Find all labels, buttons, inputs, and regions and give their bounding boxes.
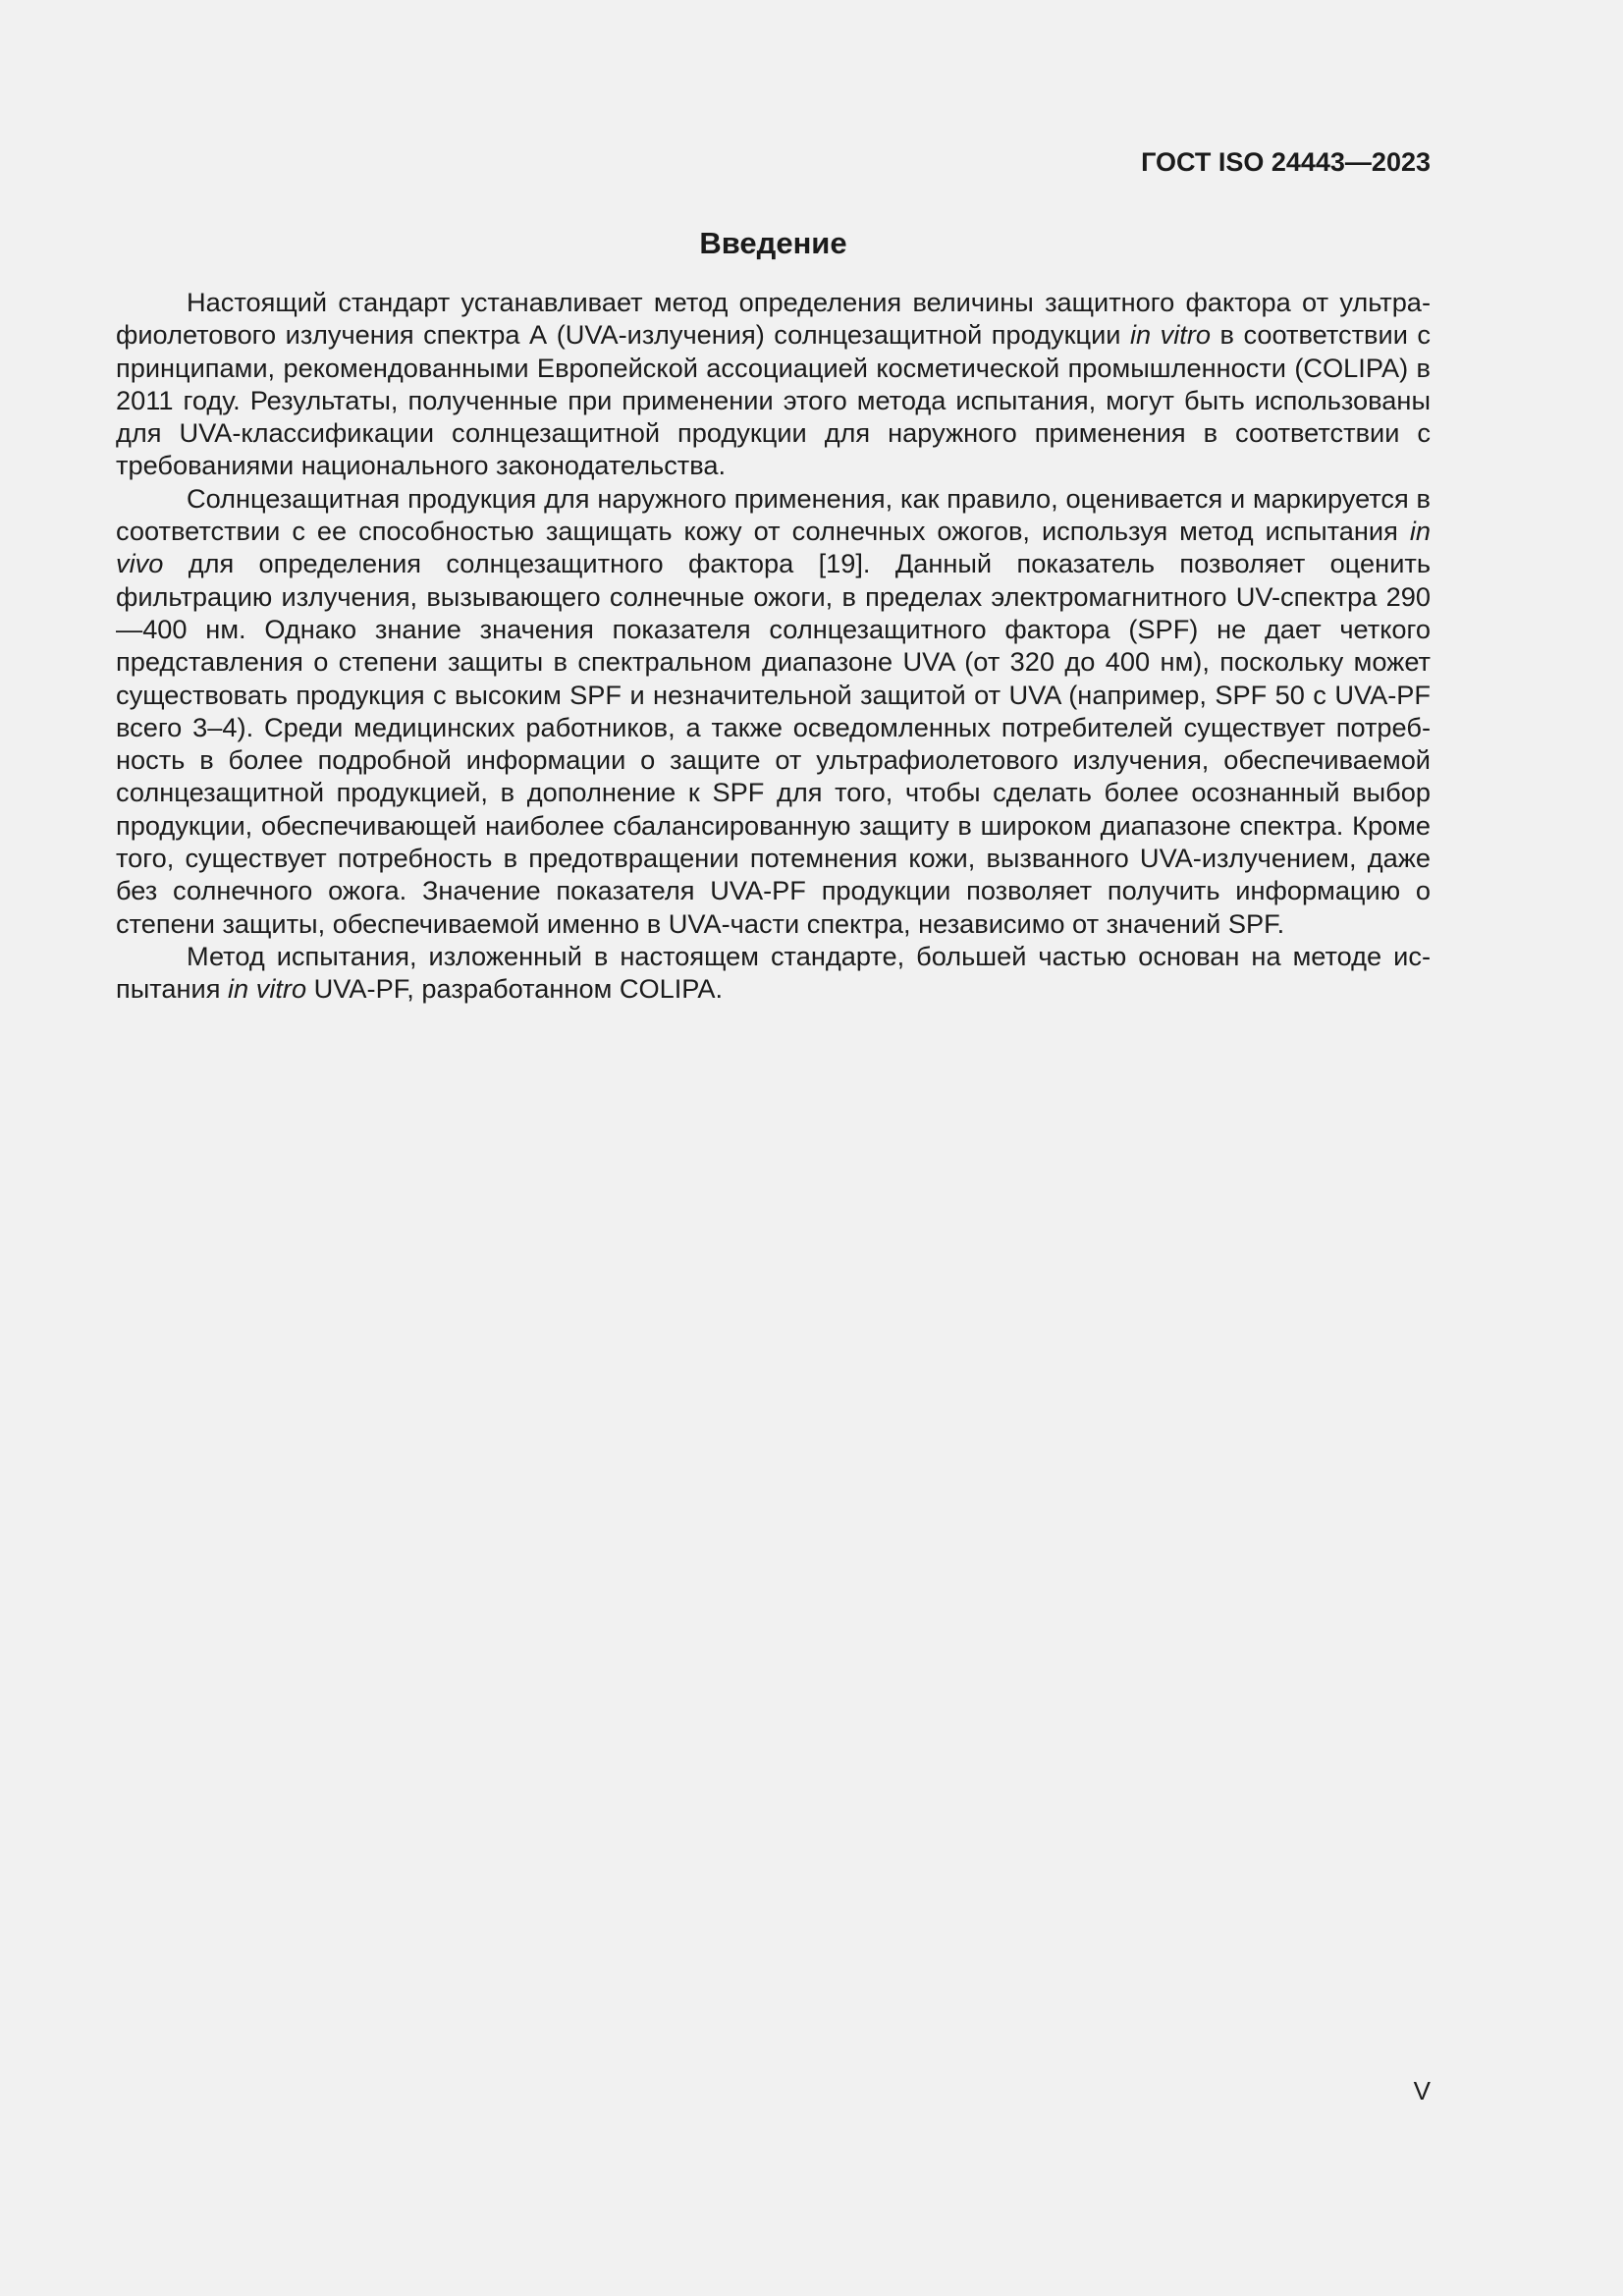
- paragraph-3-text-b: UVA-PF, разработанном COLIPA.: [306, 973, 724, 1005]
- paragraph-2-italic: in vivo: [116, 516, 1431, 579]
- paragraph-3-text-a: Метод испытания, изложенный в настоящем стандарте, большей частью основан на методе испытания: [116, 940, 1431, 1005]
- body-text: [116, 286, 1431, 1006]
- paragraph-2: [116, 482, 1431, 940]
- paragraph-1-text-b: в соответствии с принципами, рекомендованными Европейской ассоциацией косметической промышленности (COLIPA) в 2011 году. Результаты, полученные при применении этого метода испытания, могут быть использованы для UVA-классификации солнцезащитной продукции для наружного применения в соответствии с требованиями национального законодательства.: [116, 319, 1431, 481]
- page-number: V: [1413, 2076, 1431, 2105]
- paragraph-1-italic: in vitro: [1129, 319, 1212, 351]
- paragraph-2-text-a: Солнцезащитная продукция для наружного применения, как правило, оценивается и маркируется в соответствии с ее способностью защищать кожу от солнечных ожогов, используя метод испытания: [116, 482, 1431, 547]
- paragraph-3-italic: in vitro: [228, 973, 307, 1005]
- paragraph-1: [116, 286, 1431, 482]
- paragraph-3: [116, 940, 1431, 1006]
- document-id: ГОСТ ISO 24443—2023: [1141, 147, 1431, 177]
- paragraph-2-text-b: для определения солнцезащитного фактора [19]. Данный показатель позволяет оценить фильтрацию излучения, вызывающего солнечные ожоги, в пределах электромагнитного UV-спектра 290—400 нм. Однако знание значения показателя солнцезащитного фактора (SPF) не дает четкого представления о степени защиты в спектральном диапазоне UVA (от 320 до 400 нм), поскольку может существовать продукция с высоким SPF и незначительной защитой от UVA (например, SPF 50 с UVA-PF всего 3–4). Среди медицинских работников, а также осведомленных потребителей существует потребность в более подробной информации о защите от ультрафиолетового излучения, обеспечиваемой солнцезащитной продукцией, в дополнение к SPF для того, чтобы сделать более осознанный выбор продукции, обеспечивающей наиболее сбалансированную защиту в широком диапазоне спектра. Кроме того, существует потребность в предотвращении потемнения кожи, вызванного UVA-излучением, даже без солнечного ожога. Значение показателя UVA-PF продукции позволяет получить информацию о степени защиты, обеспечиваемой именно в UVA-части спектра, независимо от значений SPF.: [116, 548, 1431, 939]
- paragraph-1-text-a: Настоящий стандарт устанавливает метод определения величины защитного фактора от ультрафиолетового излучения спектра А (UVA-излучения) солнцезащитной продукции: [116, 287, 1431, 351]
- section-title: Введение: [699, 226, 847, 260]
